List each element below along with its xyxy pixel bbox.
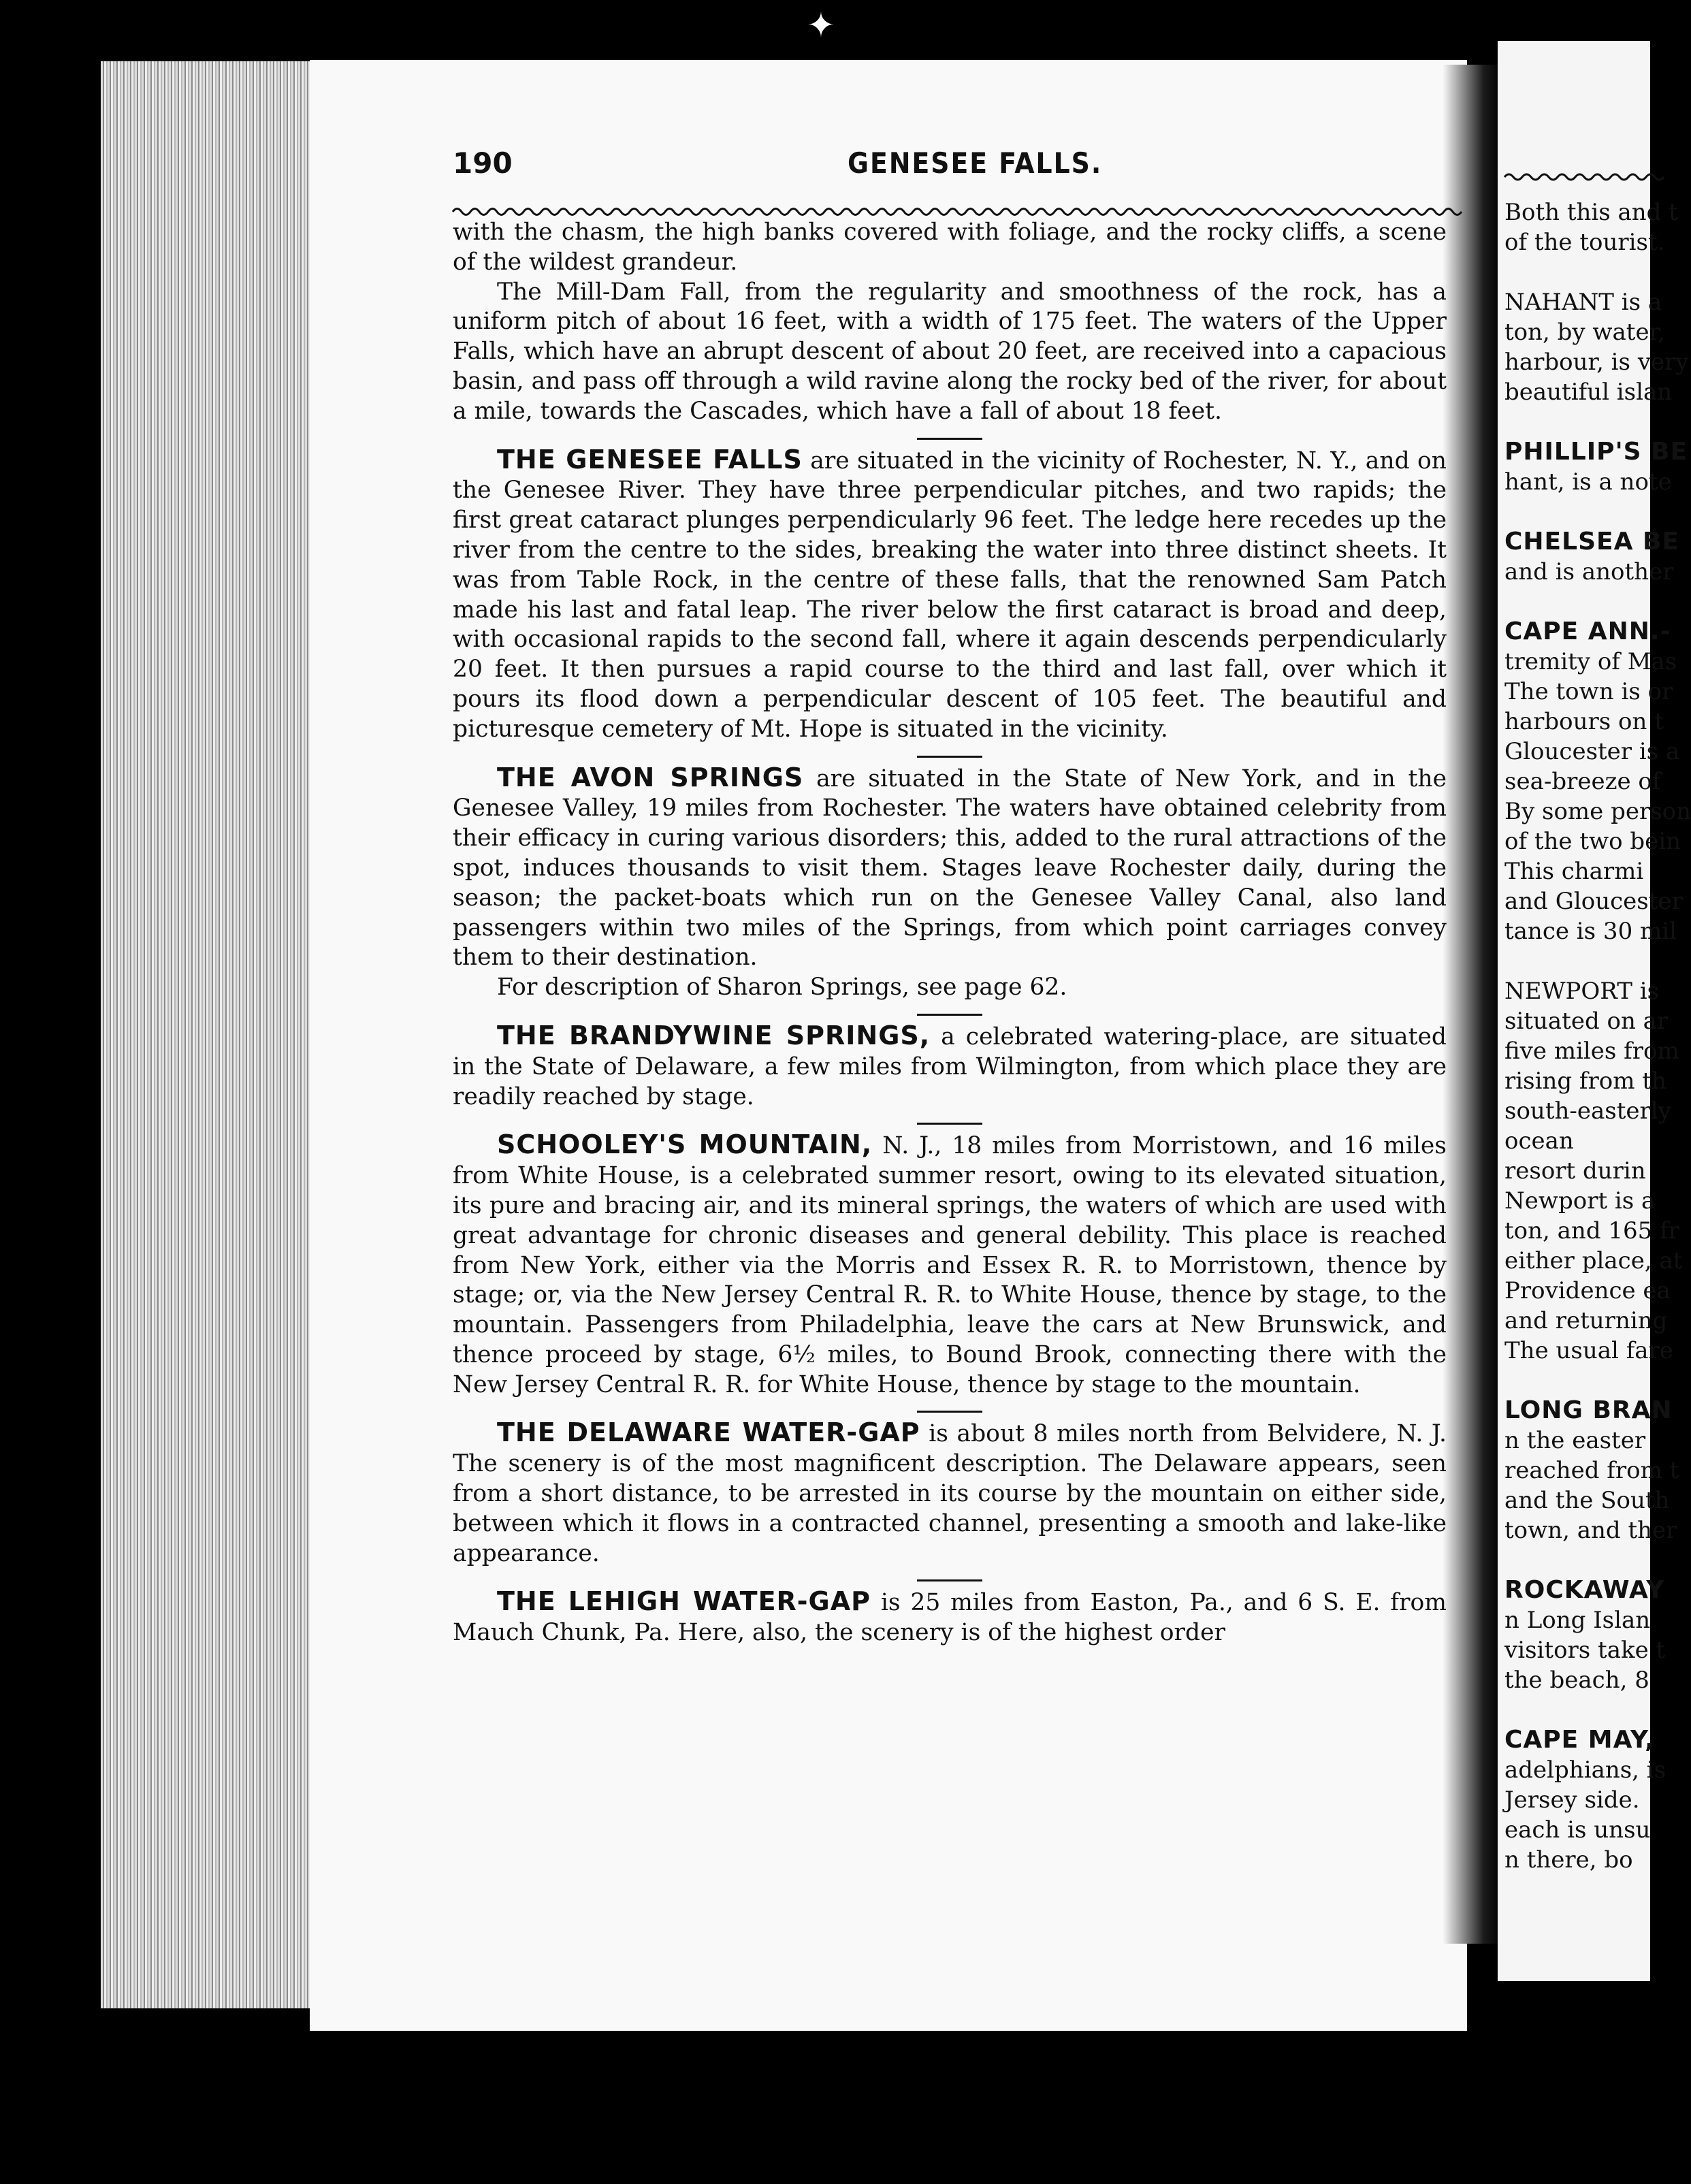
facing-page-line — [1504, 497, 1681, 527]
facing-page-line — [1504, 946, 1681, 976]
facing-page-wavy-rule — [1504, 170, 1650, 184]
paragraph — [453, 218, 1447, 278]
section-divider — [917, 1014, 982, 1016]
facing-page-line: town, and ther — [1504, 1517, 1677, 1544]
facing-page-line: adelphians, is — [1504, 1756, 1666, 1784]
facing-page-line: and the South — [1504, 1487, 1670, 1514]
facing-page-line: ton, by water, — [1504, 319, 1665, 346]
facing-page-line: NAHANT is a — [1504, 289, 1662, 316]
section-divider — [917, 1123, 982, 1125]
facing-page-line: Both this and t — [1504, 199, 1678, 226]
facing-page-line: and is another — [1504, 558, 1674, 585]
facing-page-line: n Long Islan — [1504, 1607, 1651, 1634]
decorative-wavy-rule — [453, 204, 1447, 219]
facing-page-line: hant, is a note — [1504, 468, 1672, 496]
facing-page-line: the beach, 8 — [1504, 1667, 1649, 1694]
paragraph — [453, 1021, 1447, 1112]
facing-page-line: CAPE MAY, — [1504, 1726, 1655, 1754]
facing-page-line: n there, bo — [1504, 1846, 1633, 1874]
page-body — [453, 218, 1447, 1648]
facing-page-line: CHELSEA BE — [1504, 528, 1680, 556]
paragraph-text: For description of Sharon Springs, see page 62. — [497, 974, 1067, 1001]
section-heading: THE DELAWARE WATER-GAP — [497, 1417, 920, 1448]
facing-page-line: harbours on t — [1504, 708, 1664, 735]
paragraph-text: are situated in the vicinity of Rochester, N. Y., and on the Genesee River. They have three perpendicular pitches, and two rapids; the first great cataract plunges perpendicularly 96 feet. The ledge here recedes up the river from the centre to the sides, breaking the water into three distinct sheets. It was from Table Rock, in the centre of these falls, that the renowned Sam Patch made his last and fatal leap. The river below the first cataract is broad and deep, with occasional rapids to the second fall, where it again descends perpendicularly 20 feet. It then pursues a rapid course to the third and last fall, over which it pours its flood down a perpendicular descent of 105 feet. The beautiful and picturesque cemetery of Mt. Hope is situated in the vicinity. — [453, 447, 1447, 743]
paragraph — [453, 445, 1447, 745]
facing-page-line — [1504, 1545, 1681, 1575]
facing-page-line: either place, at — [1504, 1247, 1683, 1274]
section-divider — [917, 1411, 982, 1413]
facing-page-line: LONG BRAN — [1504, 1396, 1673, 1424]
facing-page-line: reached from t — [1504, 1457, 1679, 1484]
facing-page-line: situated on ar — [1504, 1008, 1669, 1035]
facing-page-line: PHILLIP'S BE — [1504, 438, 1688, 466]
section-heading: THE AVON SPRINGS — [497, 762, 804, 792]
facing-page-line: The town is or — [1504, 678, 1673, 705]
facing-page-line: and returning — [1504, 1307, 1668, 1334]
facing-page-line: south-easterly — [1504, 1097, 1671, 1125]
facing-page-line: ton, and 165 fr — [1504, 1217, 1679, 1244]
facing-page-line: ROCKAWAY — [1504, 1576, 1665, 1604]
facing-page-line — [1504, 1366, 1681, 1396]
facing-page-line: of the two bein — [1504, 828, 1681, 855]
paragraph-text: N. J., 18 miles from Morristown, and 16 miles from White House, is a celebrated summer resort, owing to its elevated situation, its pure and bracing air, and its mineral springs, the waters of which are used with great advantage for chronic diseases and general debility. This place is reached from New York, either via the Morris and Essex R. R. to Morristown, thence by stage; or, via the New Jersey Central R. R. to White House, thence by stage, to the mountain. Passengers from Philadelphia, leave the cars at New Brunswick, and thence proceed by stage, 6½ miles, to Bound Brook, connecting there with the New Jersey Central R. R. for White House, thence by stage to the mountain. — [453, 1132, 1447, 1398]
paragraph-text: The Mill-Dam Fall, from the regularity and smoothness of the rock, has a uniform pitch of about 16 feet, with a width of 175 feet. The waters of the Upper Falls, which have an abrupt descent of about 20 feet, are received into a capacious basin, and pass off through a wild ravine along the rocky bed of the river, for about a mile, towards the Cascades, which have a fall of about 18 feet. — [453, 278, 1447, 425]
facing-page-line: sea-breeze of — [1504, 768, 1661, 795]
paragraph — [453, 763, 1447, 974]
paragraph — [453, 278, 1447, 427]
paragraph-text: a celebrated watering-place, are situated in the State of Delaware, a few miles from Wilmington, from which place they are readily reached by stage. — [453, 1023, 1447, 1110]
paragraph — [453, 1587, 1447, 1648]
paragraph — [453, 973, 1447, 1003]
facing-page-line: CAPE ANN.- — [1504, 617, 1671, 645]
paragraph-text: with the chasm, the high banks covered with foliage, and the rocky cliffs, a scene of the wildest grandeur. — [453, 219, 1447, 276]
facing-page-line: This charmi — [1504, 858, 1644, 885]
facing-page-line: tance is 30 mil — [1504, 918, 1677, 945]
facing-page-line: By some person — [1504, 798, 1691, 825]
paragraph — [453, 1418, 1447, 1569]
section-heading: SCHOOLEY'S MOUNTAIN, — [497, 1129, 873, 1160]
facing-page-line: resort durin — [1504, 1157, 1646, 1185]
paragraph-text: are situated in the State of New York, and in the Genesee Valley, 19 miles from Rochester. The waters have obtained celebrity from their efficacy in curing various disorders; this, added to the rural attractions of the spot, induces thousands to visit them. Stages leave Rochester daily, during the season; the packet-boats which run on the Genesee Valley Canal, also land passengers within two miles of the Springs, from which point carriages convey them to their destination. — [453, 765, 1447, 971]
facing-page-line — [1504, 407, 1681, 437]
section-heading: THE BRANDYWINE SPRINGS, — [497, 1020, 931, 1050]
facing-page-line: each is unsu — [1504, 1816, 1651, 1844]
section-divider — [917, 756, 982, 758]
facing-page-line — [1504, 1695, 1681, 1725]
section-divider — [917, 1579, 982, 1581]
facing-page-line: Providence ea — [1504, 1277, 1671, 1304]
book-page-edges — [101, 61, 319, 2008]
facing-page-line: Gloucester is a — [1504, 738, 1680, 765]
facing-page-line: visitors take t — [1504, 1637, 1666, 1664]
facing-page-text — [1504, 197, 1691, 1875]
facing-page-line: and Gloucester — [1504, 888, 1683, 915]
paragraph-text: is about 8 miles north from Belvidere, N. J. The scenery is of the most magnificent description. The Delaware appears, seen from a short distance, to be arrested in its course by the mountain on either side, between which it flows in a contracted channel, presenting a smooth and lake-like appearance. — [453, 1420, 1447, 1567]
book-gutter — [1443, 65, 1501, 1944]
facing-page-line: rising from th — [1504, 1067, 1666, 1095]
page-number: 190 — [453, 146, 513, 180]
facing-page-line: NEWPORT is — [1504, 978, 1660, 1005]
section-heading: THE LEHIGH WATER-GAP — [497, 1586, 871, 1617]
facing-page-line: Jersey side. — [1504, 1786, 1640, 1814]
facing-page-line: Newport is a — [1504, 1187, 1656, 1215]
section-heading: THE GENESEE FALLS — [497, 444, 803, 475]
paragraph-text: is 25 miles from Easton, Pa., and 6 S. E. from Mauch Chunk, Pa. Here, also, the scenery is of the highest order — [453, 1589, 1447, 1647]
running-title: GENESEE FALLS. — [848, 146, 1103, 180]
facing-page-line: of the tourist. — [1504, 229, 1665, 256]
facing-page-line: tremity of Mas — [1504, 648, 1677, 675]
facing-page-line — [1504, 257, 1681, 287]
facing-page-line: The usual fare — [1504, 1337, 1673, 1364]
section-divider — [917, 438, 982, 440]
paragraph — [453, 1130, 1447, 1400]
page-header — [453, 146, 1460, 194]
facing-page-line: beautiful islan — [1504, 379, 1673, 406]
facing-page-line: n the easter — [1504, 1427, 1646, 1454]
facing-page-line — [1504, 587, 1681, 617]
facing-page-line: harbour, is very — [1504, 349, 1689, 376]
scan-artifact-icon: ✦ — [807, 5, 835, 45]
facing-page-line: five miles from — [1504, 1038, 1679, 1065]
facing-page-line: ocean — [1504, 1127, 1574, 1155]
